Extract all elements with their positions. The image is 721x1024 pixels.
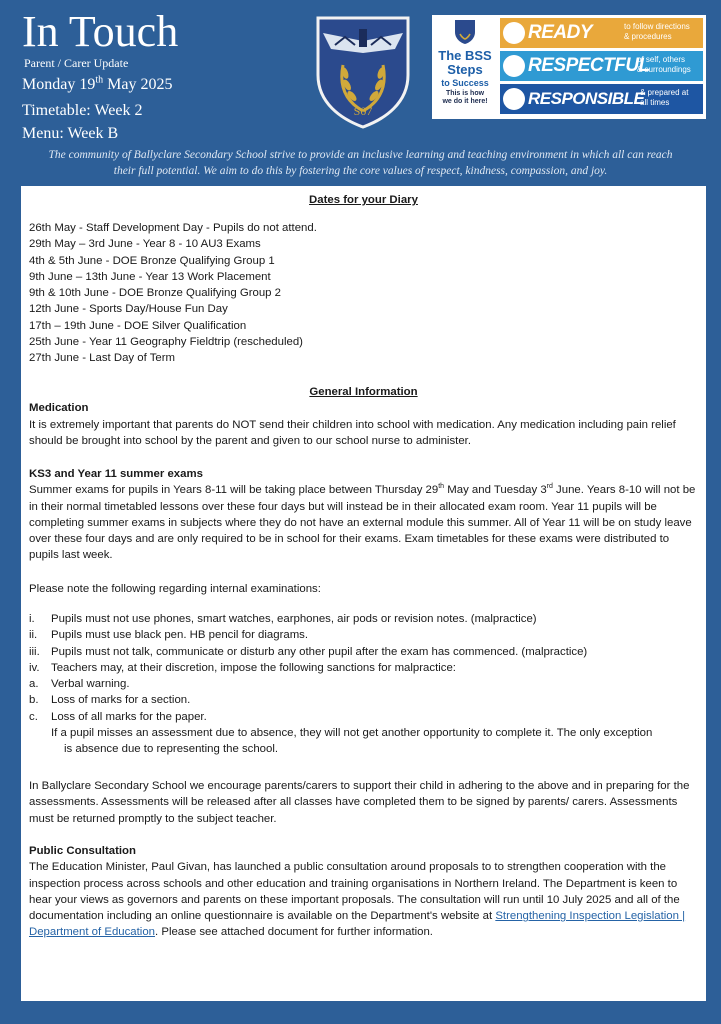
respectful-icon: [503, 55, 525, 77]
step-respectful: RESPECTFUL of self, others & surroundings: [500, 51, 703, 81]
exams-section: [29, 466, 698, 564]
steps-subtitle: to Success: [441, 78, 489, 88]
exam-sanction: a. Verbal warning.: [29, 678, 130, 691]
diary-item: 9th & 10th June - DOE Bronze Qualifying Group 2: [29, 287, 281, 300]
exam-rule: iii. Pupils must not talk, communicate or disturb any other pupil after the exam has commenced. (malpractice): [29, 645, 588, 658]
exam-rule: ii. Pupils must use black pen. HB pencil for diagrams.: [29, 629, 309, 642]
diary-section: [29, 192, 698, 208]
exam-note-intro: Please note the following regarding internal examinations:: [29, 583, 321, 595]
svg-text:S07: S07: [353, 104, 373, 118]
general-heading: General Information: [309, 386, 418, 398]
diary-item: 9th June – 13th June - Year 13 Work Placement: [29, 270, 271, 283]
inspection-legislation-link[interactable]: Strengthening Inspection Legislation | Department of Education: [29, 910, 686, 939]
step-responsible: RESPONSIBLE & prepared at all times: [500, 84, 703, 114]
diary-item: 26th May - Staff Development Day - Pupils do not attend.: [29, 222, 317, 234]
absence-note: If a pupil misses an assessment due to absence, they will not get another opportunity to complete it. The only exception is absence due to representing the school.: [51, 727, 653, 756]
medication-title: Medication: [29, 402, 89, 415]
exams-title: KS3 and Year 11 summer exams: [29, 468, 203, 480]
steps-tagline: This is how we do it here!: [442, 90, 488, 105]
exam-rule: i. Pupils must not use phones, smart watches, earphones, air pods or revision notes. (malpractice): [29, 613, 537, 625]
diary-item: 17th – 19th June - DOE Silver Qualification: [29, 319, 247, 332]
content-panel: [21, 186, 706, 1001]
consultation-title: Public Consultation: [29, 845, 136, 857]
exams-text: Summer exams for pupils in Years 8-11 will be taking place between Thursday 29th May and Tuesday 3rd June. Years 8-10 will not be in their normal timetabled lessons over these four days but will instead be in their allocated exam room. Year 11 pupils will be completing summer exams in subjects where they do not have an external module this summer. All of Year 11 will be on study leave over these four days and are only required to be in school for their exams. Exam timetables for these exams were distributed to pupils last week.: [29, 483, 696, 562]
ready-icon: [503, 22, 525, 44]
diary-item: 12th June - Sports Day/House Fun Day: [29, 303, 228, 316]
newsletter-title: In Touch: [22, 7, 179, 56]
diary-item: 25th June - Year 11 Geography Fieldtrip (rescheduled): [29, 336, 303, 349]
diary-item: 4th & 5th June - DOE Bronze Qualifying Group 1: [29, 254, 275, 267]
steps-title-block: [432, 15, 498, 119]
exam-rule: iv. Teachers may, at their discretion, impose the following sanctions for malpractice:: [29, 661, 456, 674]
exam-rules-list: [29, 611, 698, 758]
exam-sanction: b. Loss of marks for a section.: [29, 694, 191, 707]
responsible-icon: [503, 88, 525, 110]
exam-sanction: c. Loss of all marks for the paper.: [29, 710, 207, 723]
mini-crest-icon: [454, 19, 476, 45]
diary-heading: Dates for your Diary: [309, 194, 418, 206]
timetable-week: Timetable: Week 2: [22, 102, 143, 119]
mission-statement: The community of Ballyclare Secondary School strive to provide an inclusive learning and teaching environment in which all can reach their full potential. We aim to do this by fostering the core values of respect, kindness, compassion, and joy.: [48, 149, 673, 177]
diary-list: [29, 220, 698, 367]
consultation-text: The Education Minister, Paul Givan, has launched a public consultation around proposals to to strengthen cooperation with the inspection process across schools and other education and training organisations in Northern Ireland. The Department is keen to hear your views as governors and parents on these important proposals. The consultation will run until 10 July 2025 and all of the documentation including an online questionnaire is available on the Department's website at Strengthening Inspection Legislation | Department of Education. Please see attached document for further information.: [29, 861, 686, 939]
menu-week: Menu: Week B: [22, 125, 119, 142]
school-crest-icon: [315, 15, 411, 129]
general-section: [29, 384, 698, 449]
consultation-section: [29, 843, 698, 941]
support-paragraph: In Ballyclare Secondary School we encourage parents/carers to support their child in adhering to the above and in preparing for the assessments. Assessments will be released after all classes have completed them to be signed by parents/ carers. Assessments must be returned promptly to the subject teacher.: [29, 780, 690, 825]
steps-title: The BSS Steps: [438, 48, 492, 77]
steps-to-success-panel: [432, 15, 706, 119]
medication-text: It is extremely important that parents do NOT send their children into school with medication. Any medication including pain relief should be brought into school by the parent and given to our school nurse to administer.: [29, 418, 676, 447]
diary-item: 29th May – 3rd June - Year 8 - 10 AU3 Exams: [29, 238, 261, 251]
step-ready: READY to follow directions & procedures: [500, 18, 703, 48]
issue-date: Monday 19th May 2025: [22, 74, 173, 93]
diary-item: 27th June - Last Day of Term: [29, 352, 176, 365]
newsletter-subtitle: Parent / Carer Update: [24, 56, 129, 70]
